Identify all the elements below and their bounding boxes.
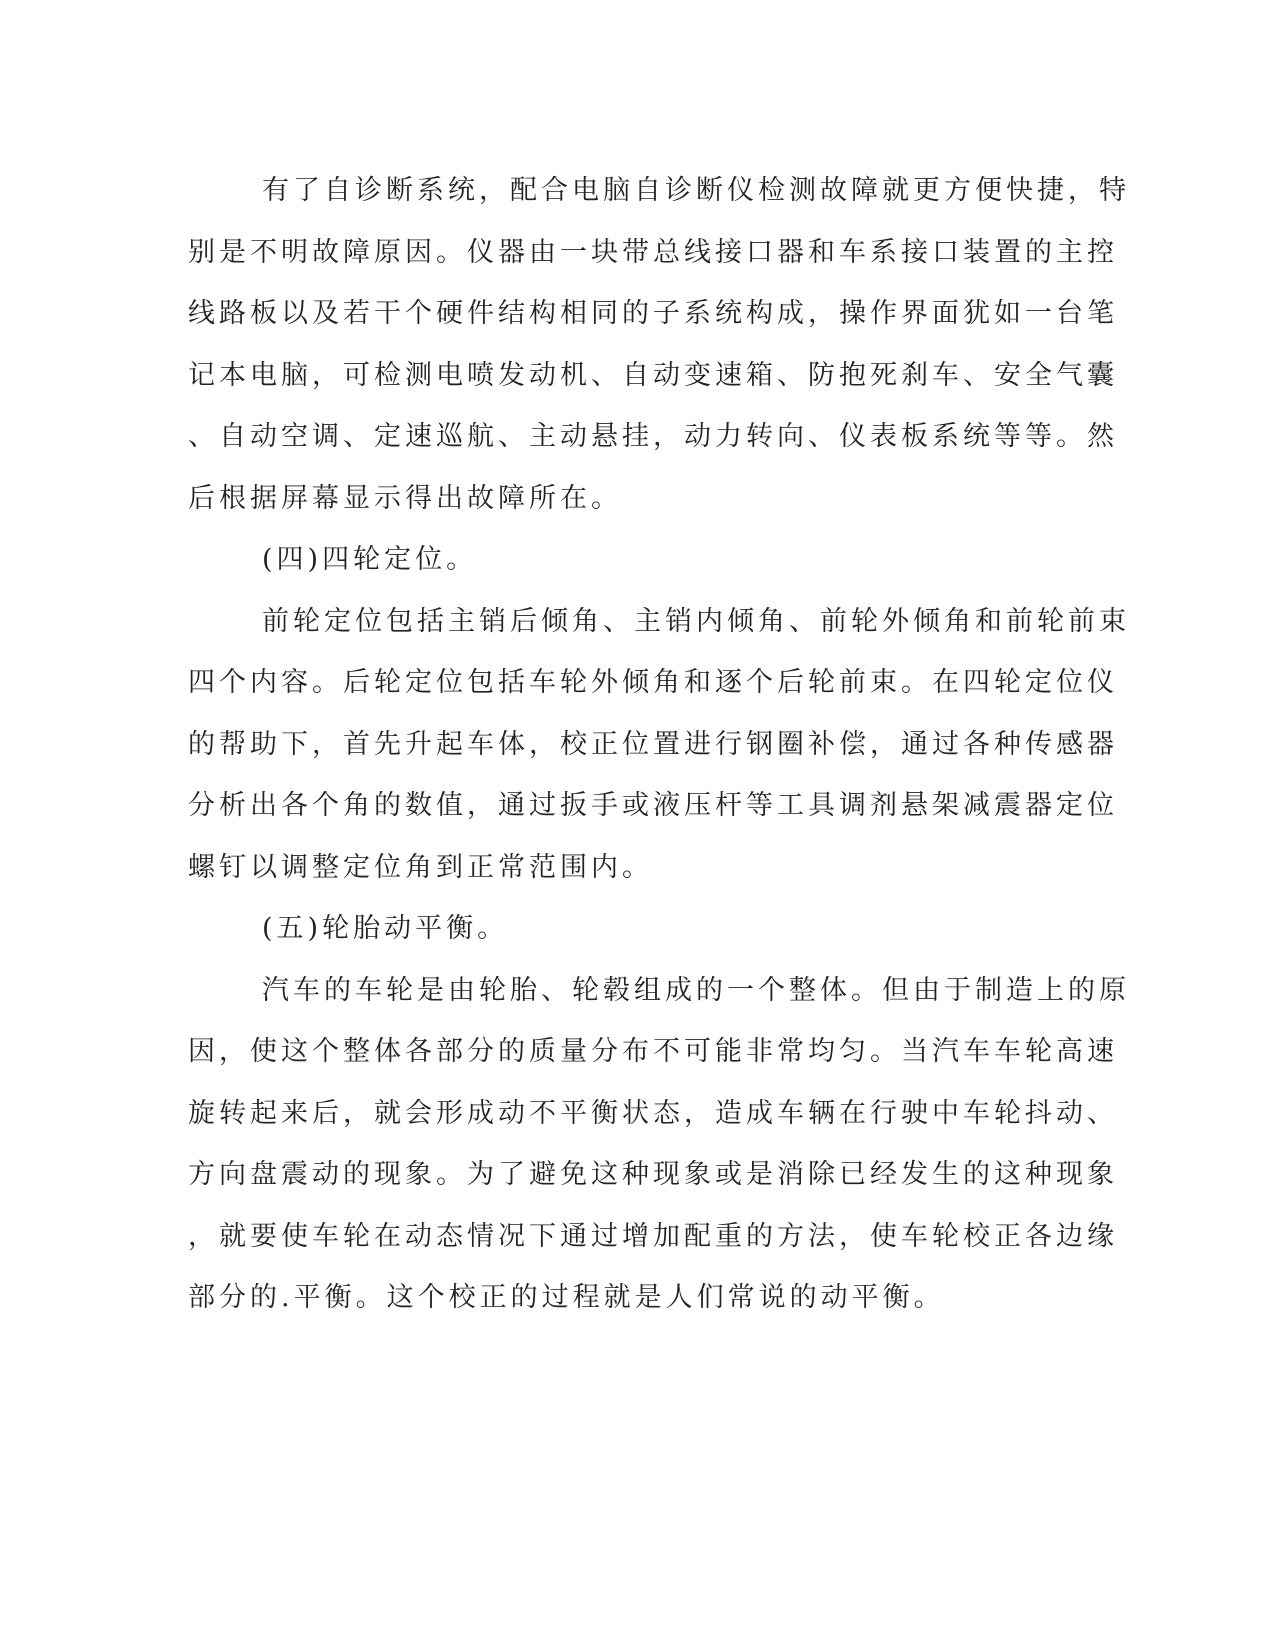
paragraph-line: 的帮助下，首先升起车体，校正位置进行钢圈补偿，通过各种传感器 [188, 728, 1118, 760]
paragraph-line: 记本电脑，可检测电喷发动机、自动变速箱、防抱死刹车、安全气囊 [188, 359, 1118, 391]
paragraph-line: 有了自诊断系统，配合电脑自诊断仪检测故障就更方便快捷，特 [262, 175, 1130, 206]
paragraph-line: 因，使这个整体各部分的质量分布不可能非常均匀。当汽车车轮高速 [188, 1036, 1118, 1067]
paragraph-line: 后根据屏幕显示得出故障所在。 [188, 482, 622, 514]
paragraph-line: 部分的.平衡。这个校正的过程就是人们常说的动平衡。 [188, 1282, 945, 1313]
section-heading: (四)四轮定位。 [262, 544, 478, 575]
paragraph-line: 分析出各个角的数值，通过扳手或液压杆等工具调剂悬架减震器定位 [188, 790, 1118, 821]
paragraph-line: 四个内容。后轮定位包括车轮外倾角和逐个后轮前束。在四轮定位仪 [188, 667, 1118, 698]
paragraph-line: 汽车的车轮是由轮胎、轮毂组成的一个整体。但由于制造上的原 [262, 974, 1130, 1006]
paragraph-line: 线路板以及若干个硬件结构相同的子系统构成，操作界面犹如一台笔 [188, 298, 1118, 329]
paragraph-line: 、自动空调、定速巡航、主动悬挂，动力转向、仪表板系统等等。然 [188, 421, 1118, 452]
section-heading: (五)轮胎动平衡。 [262, 913, 509, 944]
paragraph-line: 前轮定位包括主销后倾角、主销内倾角、前轮外倾角和前轮前束 [262, 605, 1130, 637]
paragraph-line: 螺钉以调整定位角到正常范围内。 [188, 851, 653, 883]
paragraph-line: 旋转起来后，就会形成动不平衡状态，造成车辆在行驶中车轮抖动、 [188, 1097, 1118, 1129]
paragraph-line: 别是不明故障原因。仪器由一块带总线接口器和车系接口装置的主控 [188, 236, 1118, 268]
paragraph-line: ，就要使车轮在动态情况下通过增加配重的方法，使车轮校正各边缘 [188, 1220, 1118, 1252]
document-body [188, 160, 1130, 1329]
paragraph-line: 方向盘震动的现象。为了避免这种现象或是消除已经发生的这种现象 [188, 1159, 1118, 1190]
